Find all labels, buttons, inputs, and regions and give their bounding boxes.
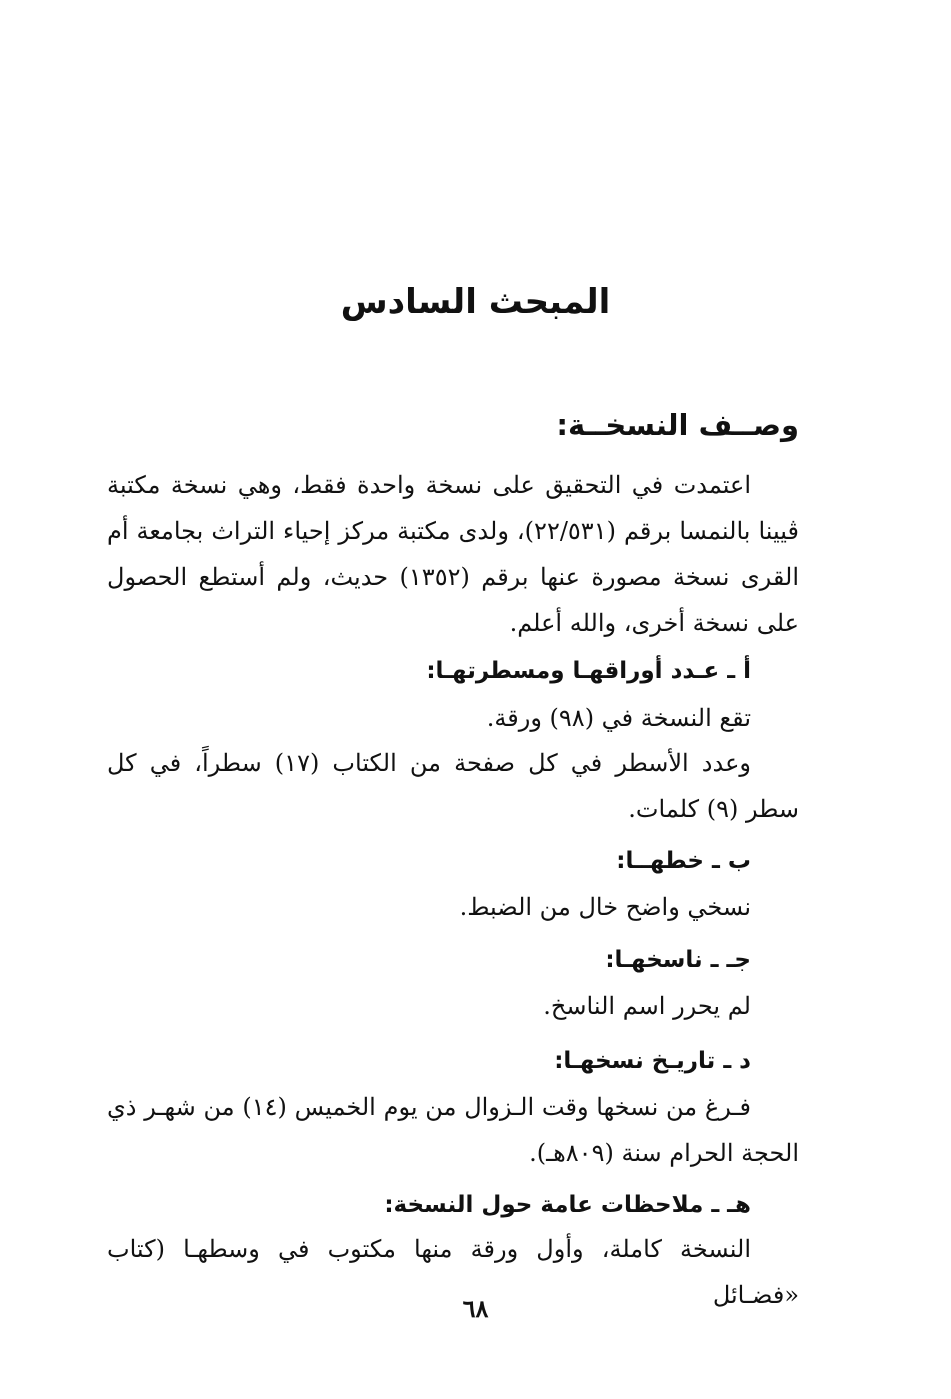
section-heading-a: أ ـ عـدد أوراقهـا ومسطرتهـا: bbox=[426, 658, 751, 684]
intro-paragraph-text: اعتمدت في التحقيق على نسخة واحدة فقط، وهي نسخة مكتبة ڤيينا بالنمسا برقم (٢٢/٥٣١)، ولدى مكتبة مركز إحياء التراث بجامعة أم القرى نسخة مصورة عنها برقم (١٣٥٢) حديث، ولم أستطع الحصول على نسخة أخرى، والله أعلم. bbox=[107, 471, 800, 637]
section-heading-d: د ـ تاريـخ نسخهـا: bbox=[554, 1048, 751, 1074]
main-heading: وصــف النسخــة: bbox=[556, 408, 799, 442]
intro-paragraph bbox=[107, 462, 799, 646]
section-d-paragraph-text: فـرغ من نسخها وقت الـزوال من يوم الخميس (١٤) من شهـر ذي الحجة الحرام سنة (٨٠٩هـ). bbox=[107, 1093, 799, 1167]
section-a-line-1: تقع النسخة في (٩٨) ورقة. bbox=[486, 704, 751, 732]
chapter-title: المبحث السادس bbox=[340, 282, 611, 322]
section-heading-c: جـ ـ ناسخهـا: bbox=[605, 947, 751, 973]
section-d-paragraph bbox=[107, 1084, 799, 1176]
section-a-paragraph bbox=[107, 740, 799, 832]
section-c-line-1: لم يحرر اسم الناسخ. bbox=[543, 992, 751, 1020]
section-a-paragraph-text: وعدد الأسطر في كل صفحة من الكتاب (١٧) سطراً، في كل سطر (٩) كلمات. bbox=[107, 749, 799, 823]
section-heading-b: ب ـ خطهــا: bbox=[616, 848, 751, 874]
section-b-line-1: نسخي واضح خال من الضبط. bbox=[459, 893, 751, 921]
section-e-paragraph-text: النسخة كاملة، وأول ورقة منها مكتوب في وسطهـا (كتاب «فضـائل bbox=[107, 1235, 799, 1309]
section-heading-e: هـ ـ ملاحظات عامة حول النسخة: bbox=[384, 1192, 751, 1218]
page-number: ٦٨ bbox=[462, 1294, 489, 1323]
